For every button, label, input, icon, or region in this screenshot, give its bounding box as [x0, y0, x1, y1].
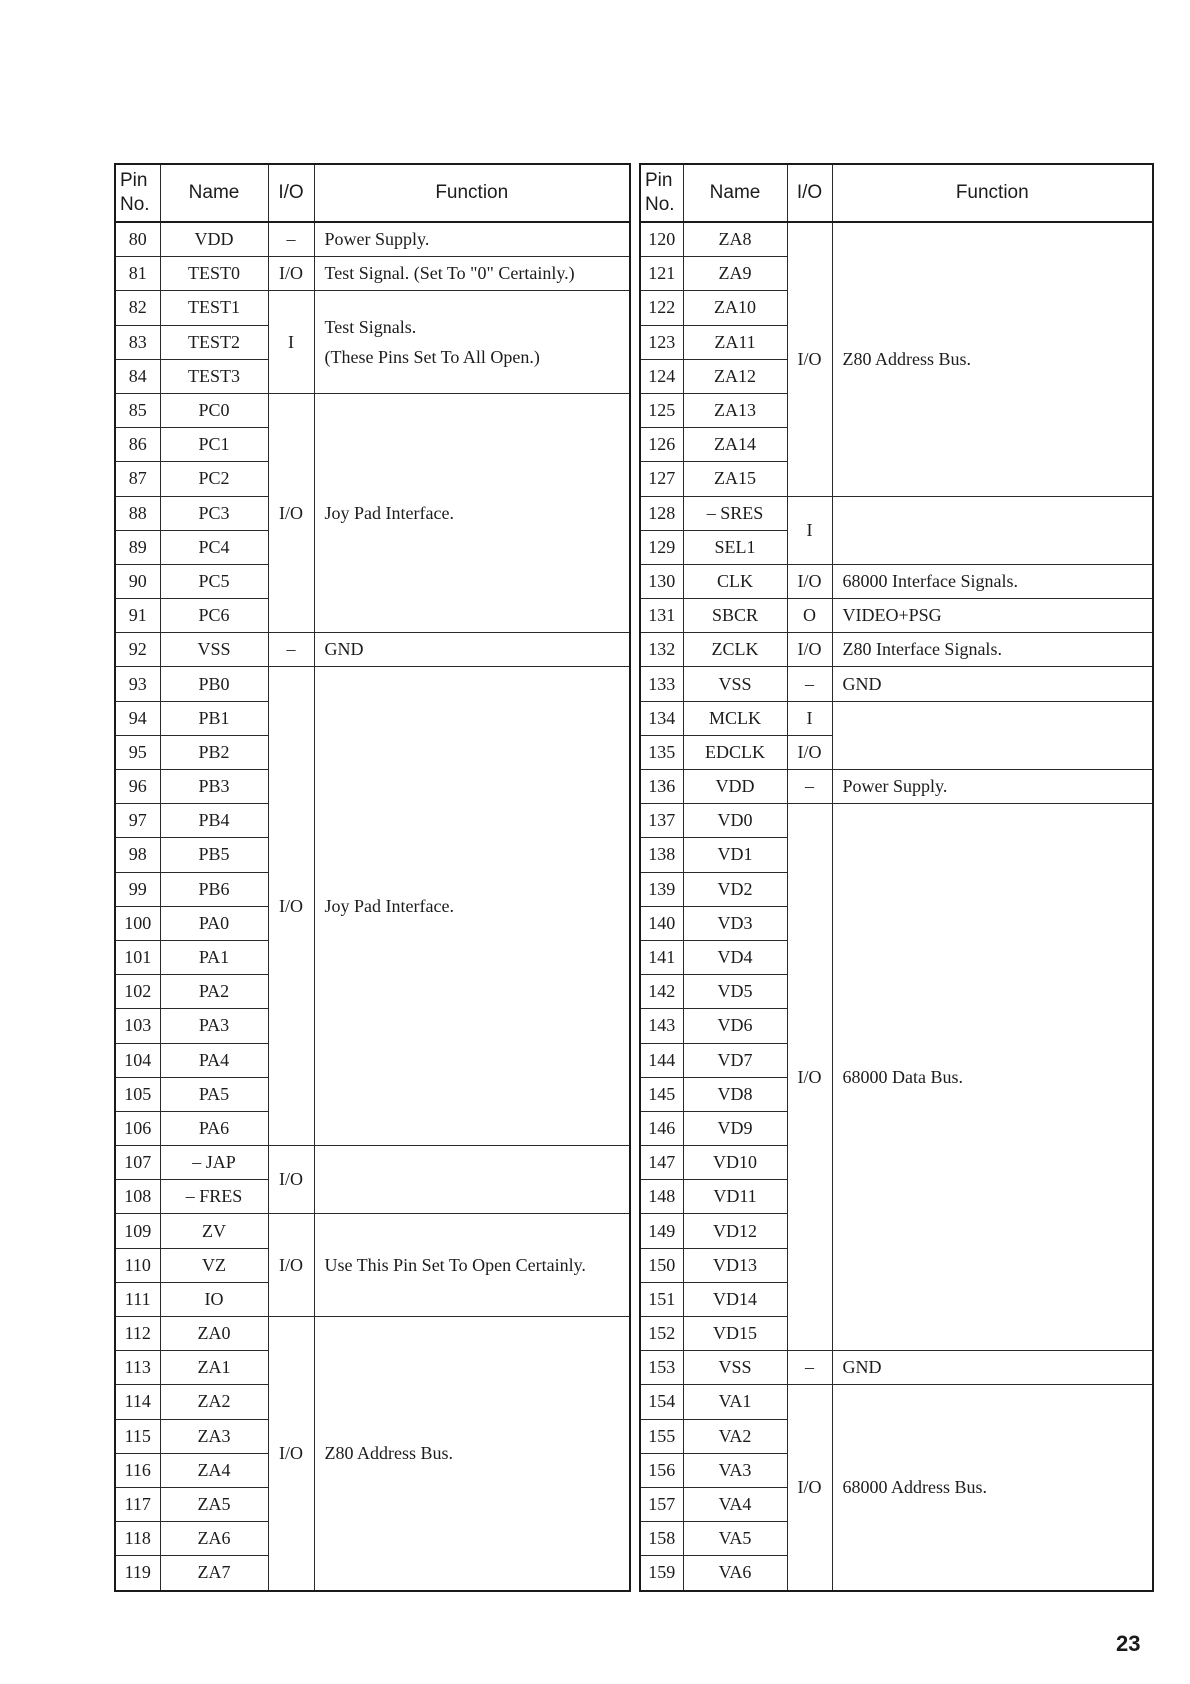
- table-row: [640, 1385, 1153, 1419]
- pin-name: PA2: [160, 975, 268, 1009]
- pin-io: I/O: [787, 804, 832, 1351]
- header-io: I/O: [787, 164, 832, 222]
- pin-name: ZA14: [683, 428, 787, 462]
- pin-name: ZA10: [683, 291, 787, 325]
- pin-name: VD14: [683, 1282, 787, 1316]
- table-row: [115, 393, 630, 427]
- pin-name: VD10: [683, 1146, 787, 1180]
- pin-name: ZA9: [683, 257, 787, 291]
- pin-name: VDD: [160, 222, 268, 257]
- pin-number: 107: [115, 1146, 160, 1180]
- pin-name: IO: [160, 1282, 268, 1316]
- pin-number: 110: [115, 1248, 160, 1282]
- pin-number: 126: [640, 428, 683, 462]
- pin-number: 143: [640, 1009, 683, 1043]
- pin-number: 134: [640, 701, 683, 735]
- pin-name: MCLK: [683, 701, 787, 735]
- pin-name: VA1: [683, 1385, 787, 1419]
- header-name: Name: [683, 164, 787, 222]
- pin-number: 132: [640, 633, 683, 667]
- pin-name: PB3: [160, 770, 268, 804]
- pin-name: PC3: [160, 496, 268, 530]
- pin-name: PB4: [160, 804, 268, 838]
- pin-name: TEST3: [160, 359, 268, 393]
- pin-io: –: [787, 770, 832, 804]
- pin-number: 89: [115, 530, 160, 564]
- pin-name: ZA5: [160, 1487, 268, 1521]
- pin-number: 145: [640, 1077, 683, 1111]
- table-header: [115, 164, 630, 222]
- pin-name: VD13: [683, 1248, 787, 1282]
- pin-name: VD3: [683, 906, 787, 940]
- pin-number: 86: [115, 428, 160, 462]
- pin-number: 151: [640, 1282, 683, 1316]
- pin-name: ZA8: [683, 222, 787, 257]
- pin-name: ZA0: [160, 1317, 268, 1351]
- pin-number: 138: [640, 838, 683, 872]
- pin-number: 147: [640, 1146, 683, 1180]
- pin-name: PC0: [160, 393, 268, 427]
- pin-number: 135: [640, 735, 683, 769]
- pin-io: I/O: [268, 1317, 314, 1591]
- pin-function: 68000 Address Bus.: [832, 1385, 1153, 1591]
- pin-name: PB1: [160, 701, 268, 735]
- pin-number: 116: [115, 1453, 160, 1487]
- pin-name: ZA12: [683, 359, 787, 393]
- pin-number: 102: [115, 975, 160, 1009]
- pin-name: VZ: [160, 1248, 268, 1282]
- pin-io: I: [787, 701, 832, 735]
- pin-name: PA6: [160, 1111, 268, 1145]
- pin-function: [832, 496, 1153, 564]
- pin-number: 97: [115, 804, 160, 838]
- pin-number: 105: [115, 1077, 160, 1111]
- pin-number: 141: [640, 940, 683, 974]
- pin-name: SEL1: [683, 530, 787, 564]
- pin-function: [314, 1146, 630, 1214]
- pin-name: VD11: [683, 1180, 787, 1214]
- table-row: [115, 667, 630, 701]
- pin-number: 128: [640, 496, 683, 530]
- pin-number: 121: [640, 257, 683, 291]
- pin-name: PA3: [160, 1009, 268, 1043]
- pin-number: 137: [640, 804, 683, 838]
- pin-number: 92: [115, 633, 160, 667]
- pin-number: 94: [115, 701, 160, 735]
- pin-name: VD12: [683, 1214, 787, 1248]
- pin-name: VD9: [683, 1111, 787, 1145]
- pin-number: 99: [115, 872, 160, 906]
- pin-number: 95: [115, 735, 160, 769]
- pin-number: 155: [640, 1419, 683, 1453]
- pin-name: PA5: [160, 1077, 268, 1111]
- pin-number: 122: [640, 291, 683, 325]
- table-row: [640, 222, 1153, 257]
- pin-number: 100: [115, 906, 160, 940]
- pin-io: I: [268, 291, 314, 394]
- pin-number: 83: [115, 325, 160, 359]
- table-row: [640, 633, 1153, 667]
- pin-name: VA3: [683, 1453, 787, 1487]
- pin-number: 108: [115, 1180, 160, 1214]
- pin-name: VD4: [683, 940, 787, 974]
- table-row: [115, 633, 630, 667]
- pin-function: GND: [832, 667, 1153, 701]
- pin-function: VIDEO+PSG: [832, 599, 1153, 633]
- pin-name: PC4: [160, 530, 268, 564]
- pin-name: PC1: [160, 428, 268, 462]
- pin-name: VD15: [683, 1317, 787, 1351]
- pin-io: I/O: [268, 1146, 314, 1214]
- pin-number: 136: [640, 770, 683, 804]
- pin-number: 90: [115, 564, 160, 598]
- pin-number: 120: [640, 222, 683, 257]
- header-pin-no: Pin No.: [115, 164, 160, 222]
- pin-function: 68000 Interface Signals.: [832, 564, 1153, 598]
- pin-name: VDD: [683, 770, 787, 804]
- table-row: [115, 1214, 630, 1248]
- pin-io: I/O: [787, 564, 832, 598]
- table-row: [640, 804, 1153, 838]
- pin-name: CLK: [683, 564, 787, 598]
- pin-name: PB6: [160, 872, 268, 906]
- pin-name: VSS: [683, 1351, 787, 1385]
- pin-function: Z80 Address Bus.: [832, 222, 1153, 496]
- pin-name: ZA3: [160, 1419, 268, 1453]
- pin-name: PB2: [160, 735, 268, 769]
- pin-function: Power Supply.: [832, 770, 1153, 804]
- pin-name: EDCLK: [683, 735, 787, 769]
- pin-number: 111: [115, 1282, 160, 1316]
- pin-function: Z80 Interface Signals.: [832, 633, 1153, 667]
- pin-name: ZA11: [683, 325, 787, 359]
- pin-number: 148: [640, 1180, 683, 1214]
- function-line: Test Signals.: [324, 317, 417, 338]
- pin-number: 127: [640, 462, 683, 496]
- pin-number: 130: [640, 564, 683, 598]
- header-pin-no: Pin No.: [640, 164, 683, 222]
- pin-io: –: [787, 1351, 832, 1385]
- page-number: 23: [1116, 1631, 1141, 1656]
- table-row: [115, 291, 630, 325]
- table-row: [115, 222, 630, 257]
- pin-number: 153: [640, 1351, 683, 1385]
- pin-name: VD5: [683, 975, 787, 1009]
- pin-io: I/O: [787, 735, 832, 769]
- pin-number: 109: [115, 1214, 160, 1248]
- pin-number: 101: [115, 940, 160, 974]
- pin-number: 113: [115, 1351, 160, 1385]
- table-row: [640, 1351, 1153, 1385]
- pin-name: TEST0: [160, 257, 268, 291]
- pin-number: 159: [640, 1556, 683, 1591]
- pin-name: VSS: [160, 633, 268, 667]
- pin-number: 124: [640, 359, 683, 393]
- table-row: [115, 1146, 630, 1180]
- header-io: I/O: [268, 164, 314, 222]
- pin-number: 104: [115, 1043, 160, 1077]
- pin-number: 133: [640, 667, 683, 701]
- pin-name: PB5: [160, 838, 268, 872]
- table-row: [640, 564, 1153, 598]
- pin-number: 158: [640, 1522, 683, 1556]
- pin-name: PC5: [160, 564, 268, 598]
- pin-name: ZA1: [160, 1351, 268, 1385]
- pin-number: 149: [640, 1214, 683, 1248]
- header-name: Name: [160, 164, 268, 222]
- pin-function: Joy Pad Interface.: [314, 393, 630, 632]
- pin-number: 119: [115, 1556, 160, 1591]
- pin-number: 150: [640, 1248, 683, 1282]
- function-line: (These Pins Set To All Open.): [324, 347, 540, 368]
- pin-io: I/O: [268, 1214, 314, 1317]
- pin-number: 156: [640, 1453, 683, 1487]
- pin-name: VD0: [683, 804, 787, 838]
- pin-name: – FRES: [160, 1180, 268, 1214]
- pin-function: GND: [832, 1351, 1153, 1385]
- pin-function: [832, 701, 1153, 769]
- pin-name: ZA4: [160, 1453, 268, 1487]
- pin-name: ZCLK: [683, 633, 787, 667]
- pin-name: TEST2: [160, 325, 268, 359]
- header-function: Function: [832, 164, 1153, 222]
- table-row: [115, 257, 630, 291]
- table-row: [640, 599, 1153, 633]
- pin-number: 140: [640, 906, 683, 940]
- pin-number: 146: [640, 1111, 683, 1145]
- pin-name: PC6: [160, 599, 268, 633]
- pin-number: 154: [640, 1385, 683, 1419]
- pin-io: I/O: [268, 257, 314, 291]
- pin-name: VD7: [683, 1043, 787, 1077]
- pin-number: 87: [115, 462, 160, 496]
- pin-name: – SRES: [683, 496, 787, 530]
- pin-number: 144: [640, 1043, 683, 1077]
- pin-name: VD8: [683, 1077, 787, 1111]
- pin-name: VA2: [683, 1419, 787, 1453]
- pin-name: VA5: [683, 1522, 787, 1556]
- table-row: [640, 496, 1153, 530]
- pin-number: 139: [640, 872, 683, 906]
- pin-rows-left: [115, 222, 630, 1591]
- pin-io: –: [268, 633, 314, 667]
- pin-name: PB0: [160, 667, 268, 701]
- pin-number: 125: [640, 393, 683, 427]
- pin-number: 112: [115, 1317, 160, 1351]
- pin-number: 80: [115, 222, 160, 257]
- table-row: [640, 770, 1153, 804]
- pin-number: 93: [115, 667, 160, 701]
- pin-number: 123: [640, 325, 683, 359]
- header-function: Function: [314, 164, 630, 222]
- pin-io: I/O: [787, 1385, 832, 1591]
- pin-table-left: [114, 163, 631, 1592]
- pin-function: Z80 Address Bus.: [314, 1317, 630, 1591]
- pin-io: I/O: [268, 667, 314, 1146]
- pin-name: PA1: [160, 940, 268, 974]
- pin-number: 85: [115, 393, 160, 427]
- pin-number: 114: [115, 1385, 160, 1419]
- pin-name: ZA13: [683, 393, 787, 427]
- pin-number: 106: [115, 1111, 160, 1145]
- pin-name: ZA7: [160, 1556, 268, 1591]
- pin-function: Power Supply.: [314, 222, 630, 257]
- pin-io: I/O: [787, 222, 832, 496]
- pin-name: ZA6: [160, 1522, 268, 1556]
- table-header: [640, 164, 1153, 222]
- pin-number: 115: [115, 1419, 160, 1453]
- pin-io: I/O: [268, 393, 314, 632]
- table-row: [640, 667, 1153, 701]
- pin-name: PC2: [160, 462, 268, 496]
- pin-name: – JAP: [160, 1146, 268, 1180]
- pin-name: PA0: [160, 906, 268, 940]
- pin-name: TEST1: [160, 291, 268, 325]
- pin-name: ZA15: [683, 462, 787, 496]
- pin-name: ZA2: [160, 1385, 268, 1419]
- pin-function: Joy Pad Interface.: [314, 667, 630, 1146]
- pin-rows-right: [640, 222, 1153, 1591]
- pin-name: VD2: [683, 872, 787, 906]
- pin-table-right: [639, 163, 1154, 1592]
- pin-function: Test Signal. (Set To "0" Certainly.): [314, 257, 630, 291]
- pin-io: I/O: [787, 633, 832, 667]
- pin-name: VD1: [683, 838, 787, 872]
- pin-number: 118: [115, 1522, 160, 1556]
- pin-io: –: [268, 222, 314, 257]
- pin-function: 68000 Data Bus.: [832, 804, 1153, 1351]
- pin-name: ZV: [160, 1214, 268, 1248]
- pin-number: 84: [115, 359, 160, 393]
- pin-number: 91: [115, 599, 160, 633]
- pin-number: 117: [115, 1487, 160, 1521]
- pin-io: O: [787, 599, 832, 633]
- pin-name: VD6: [683, 1009, 787, 1043]
- pin-number: 129: [640, 530, 683, 564]
- pin-number: 96: [115, 770, 160, 804]
- pin-number: 152: [640, 1317, 683, 1351]
- pin-number: 81: [115, 257, 160, 291]
- pin-name: VSS: [683, 667, 787, 701]
- pin-function: GND: [314, 633, 630, 667]
- pin-number: 157: [640, 1487, 683, 1521]
- pin-number: 131: [640, 599, 683, 633]
- pin-name: VA6: [683, 1556, 787, 1591]
- table-row: [640, 701, 1153, 735]
- pin-name: PA4: [160, 1043, 268, 1077]
- pin-number: 88: [115, 496, 160, 530]
- pin-number: 142: [640, 975, 683, 1009]
- pin-number: 82: [115, 291, 160, 325]
- pin-name: VA4: [683, 1487, 787, 1521]
- pin-io: I: [787, 496, 832, 564]
- pin-number: 98: [115, 838, 160, 872]
- pin-name: SBCR: [683, 599, 787, 633]
- pin-function: Use This Pin Set To Open Certainly.: [314, 1214, 630, 1317]
- table-row: [115, 1317, 630, 1351]
- pin-function: [314, 291, 630, 394]
- pin-number: 103: [115, 1009, 160, 1043]
- pin-io: –: [787, 667, 832, 701]
